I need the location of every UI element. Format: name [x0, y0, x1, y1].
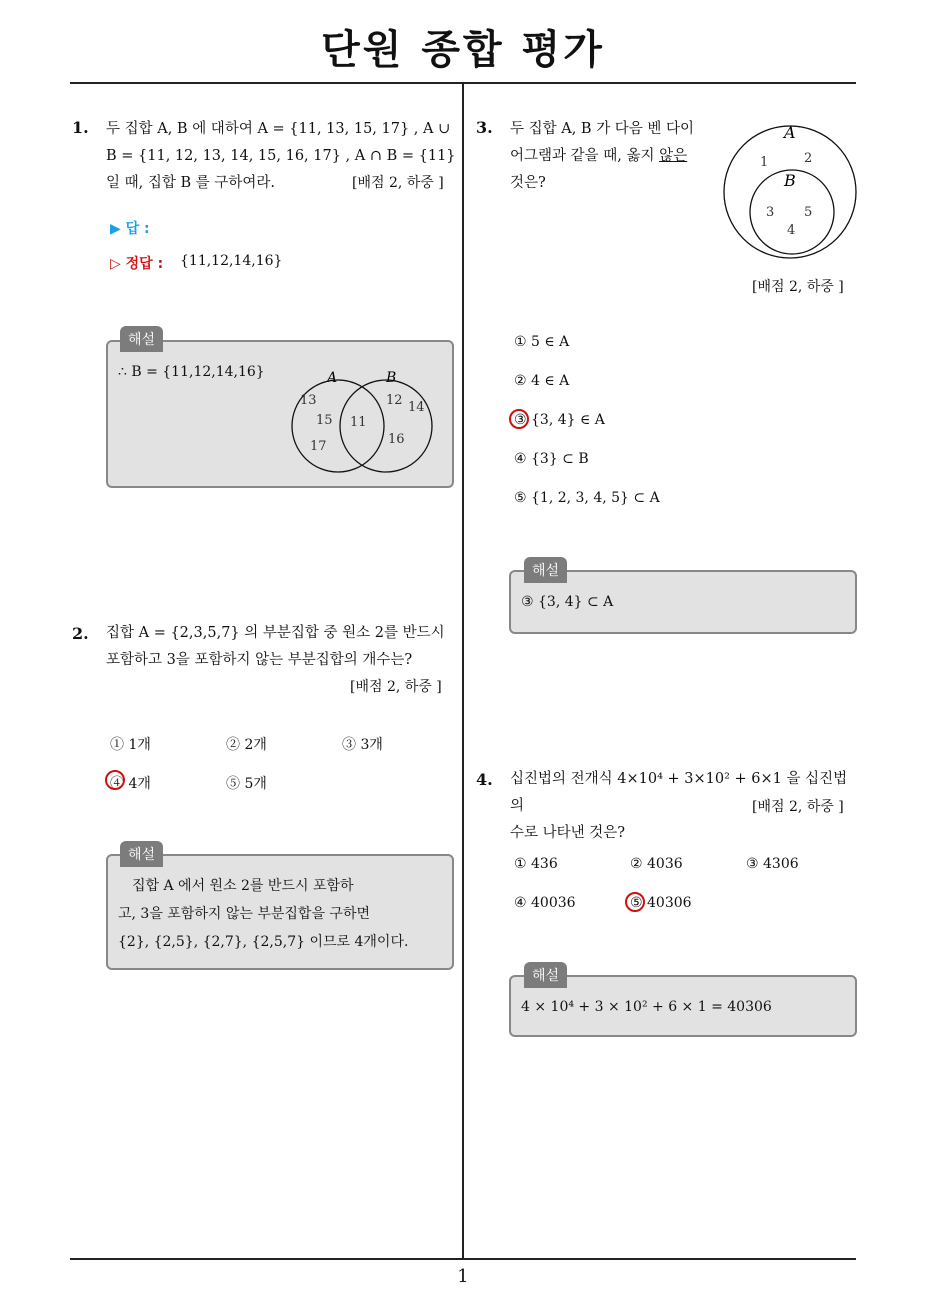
q3-venn-circle-a	[724, 126, 856, 258]
q2-line1: 집합 A = {2,3,5,7} 의 부분집합 중 원소 2를 반드시	[106, 625, 445, 641]
q3-text	[510, 116, 720, 197]
q4-option-3[interactable]: ③ 4306	[746, 856, 799, 872]
q4-expl-text: 4 × 10⁴ + 3 × 10² + 6 × 1 = 40306	[521, 999, 772, 1015]
q1-venn-b-item: 14	[408, 400, 425, 415]
q4-option-1[interactable]: ① 436	[514, 856, 558, 872]
q4-option-2[interactable]: ② 4036	[630, 856, 683, 872]
q2-line2: 포함하고 3을 포함하지 않는 부분집합의 개수는?	[106, 652, 413, 668]
q2-option-5[interactable]: ⑤ 5개	[226, 776, 267, 792]
q2-score: [배점 2, 하중 ]	[350, 679, 442, 695]
q4-score: [배점 2, 하중 ]	[752, 799, 844, 815]
footer-rule	[70, 1258, 856, 1260]
q3-line3: 것은?	[510, 175, 546, 191]
q3-line2-text: 어그램과 같을 때, 옳지	[510, 148, 660, 164]
q2-option-3[interactable]: ③ 3개	[342, 737, 383, 753]
q3-line1: 두 집합 A, B 가 다음 벤 다이	[510, 121, 695, 137]
q2-option-4[interactable]: ④ 4개	[110, 776, 151, 792]
q3-option-1[interactable]: ① 5 ∈ A	[514, 334, 570, 350]
q3-venn-inner-item: 5	[804, 205, 813, 220]
q4-line1: 십진법의 전개식 4×10⁴ + 3×10² + 6×1 을 십진법의	[510, 771, 848, 814]
q1-venn-both-item: 11	[350, 415, 367, 430]
q2-option-1[interactable]: ① 1개	[110, 737, 151, 753]
q1-number: 1.	[72, 118, 89, 137]
q4-option-4[interactable]: ④ 40036	[514, 895, 576, 911]
q2-expl-line2: 고, 3을 포함하지 않는 부분집합을 구하면	[118, 906, 370, 922]
q3-option-2[interactable]: ② 4 ∈ A	[514, 373, 570, 389]
q1-venn-label-a: A	[327, 370, 338, 386]
column-divider	[462, 84, 464, 1258]
q3-venn-outer-item: 1	[760, 155, 769, 170]
q1-score: [배점 2, 하중 ]	[352, 175, 444, 191]
q2-expl-text	[118, 872, 444, 956]
q4-line2: 수로 나타낸 것은?	[510, 825, 626, 841]
q3-score: [배점 2, 하중 ]	[752, 279, 844, 295]
q3-venn-diagram	[720, 118, 860, 260]
q2-answer-mark	[105, 770, 125, 790]
page-title: 단원 종합 평가	[321, 27, 605, 73]
q1-line3: 일 때, 집합 B 를 구하여라.	[106, 175, 275, 191]
q1-venn-b-item: 16	[388, 432, 405, 447]
q4-answer-mark	[625, 892, 645, 912]
q2-option-2[interactable]: ② 2개	[226, 737, 267, 753]
q3-expl-text: ③ {3, 4} ⊂ A	[521, 594, 614, 610]
q1-venn-a-item: 15	[316, 413, 333, 428]
q3-venn-outer-item: 2	[804, 151, 813, 166]
q1-venn-diagram	[282, 364, 442, 474]
q4-explanation-tab: 해설	[524, 962, 567, 988]
q3-venn-inner-item: 4	[787, 223, 796, 238]
q1-venn-a-item: 17	[310, 439, 327, 454]
q1-line1: 두 집합 A, B 에 대하여 A = {11, 13, 15, 17} , A ∪	[106, 121, 451, 137]
q2-explanation-box	[106, 854, 454, 970]
q2-expl-line3: {2}, {2,5}, {2,7}, {2,5,7} 이므로 4개이다.	[118, 934, 409, 950]
q2-text	[106, 620, 458, 674]
q3-explanation-tab: 해설	[524, 557, 567, 583]
q1-correct-label: ▷ 정답 :	[110, 256, 164, 272]
q3-option-4[interactable]: ④ {3} ⊂ B	[514, 451, 589, 467]
q1-explanation-box	[106, 340, 454, 488]
q2-number: 2.	[72, 624, 89, 643]
page-number: 1	[457, 1266, 469, 1287]
q3-option-5[interactable]: ⑤ {1, 2, 3, 4, 5} ⊂ A	[514, 490, 660, 506]
q3-line2	[510, 143, 720, 170]
q3-answer-mark	[509, 409, 529, 429]
q1-venn-a-item: 13	[300, 393, 317, 408]
q4-number: 4.	[476, 770, 493, 789]
q3-number: 3.	[476, 118, 493, 137]
q3-venn-label-b: B	[784, 171, 796, 190]
q4-option-5[interactable]: ⑤ 40306	[630, 895, 692, 911]
q1-expl-text: ∴ B = {11,12,14,16}	[118, 364, 265, 380]
q3-venn-inner-item: 3	[766, 205, 775, 220]
q1-venn-label-b: B	[386, 370, 397, 386]
q1-explanation-tab: 해설	[120, 326, 163, 352]
q2-expl-line1: 집합 A 에서 원소 2를 반드시 포함하	[132, 878, 354, 894]
q1-answer-label: ▶ 답 :	[110, 221, 150, 237]
q1-line2: B = {11, 12, 13, 14, 15, 16, 17} , A ∩ B = {11}	[106, 148, 456, 164]
q3-option-3[interactable]: ③ {3, 4} ∈ A	[514, 412, 605, 428]
q3-line2-underline: 않은	[659, 148, 688, 164]
q2-explanation-tab: 해설	[120, 841, 163, 867]
q1-correct-value: {11,12,14,16}	[180, 253, 283, 269]
q1-venn-b-item: 12	[386, 393, 403, 408]
q3-venn-label-a: A	[784, 123, 796, 142]
